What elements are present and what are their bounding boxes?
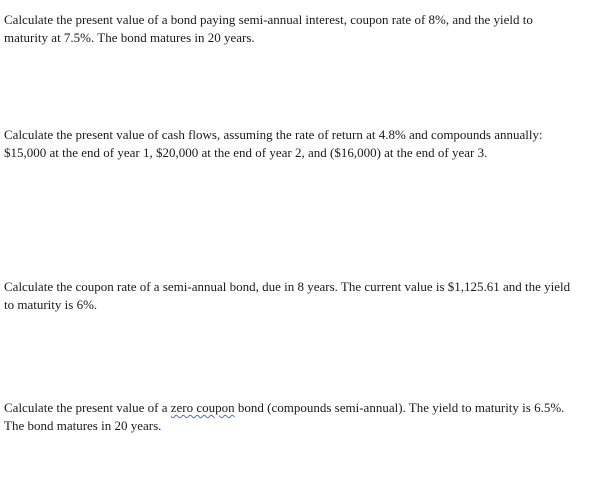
spellcheck-flagged-term: zero coupon [170,400,235,415]
question-3: Calculate the coupon rate of a semi-annual bond, due in 8 years. The current value is $1,125.61 and the yield to maturity is 6%. [4,279,571,312]
question-2: Calculate the present value of cash flows, assuming the rate of return at 4.8% and compounds annually: $15,000 at the end of year 1, $20,000 at the end of year 2, and ($16,000) at the end of year 3. [4,127,543,160]
question-4-text-before: Calculate the present value of a [4,400,171,415]
question-4-text-after: bond (compounds semi-annual). The yield to maturity is 6.5%. The bond matures in 20 years. [4,400,565,433]
question-1: Calculate the present value of a bond paying semi-annual interest, coupon rate of 8%, and the yield to maturity at 7.5%. The bond matures in 20 years. [4,12,533,45]
question-4 [4,399,579,435]
